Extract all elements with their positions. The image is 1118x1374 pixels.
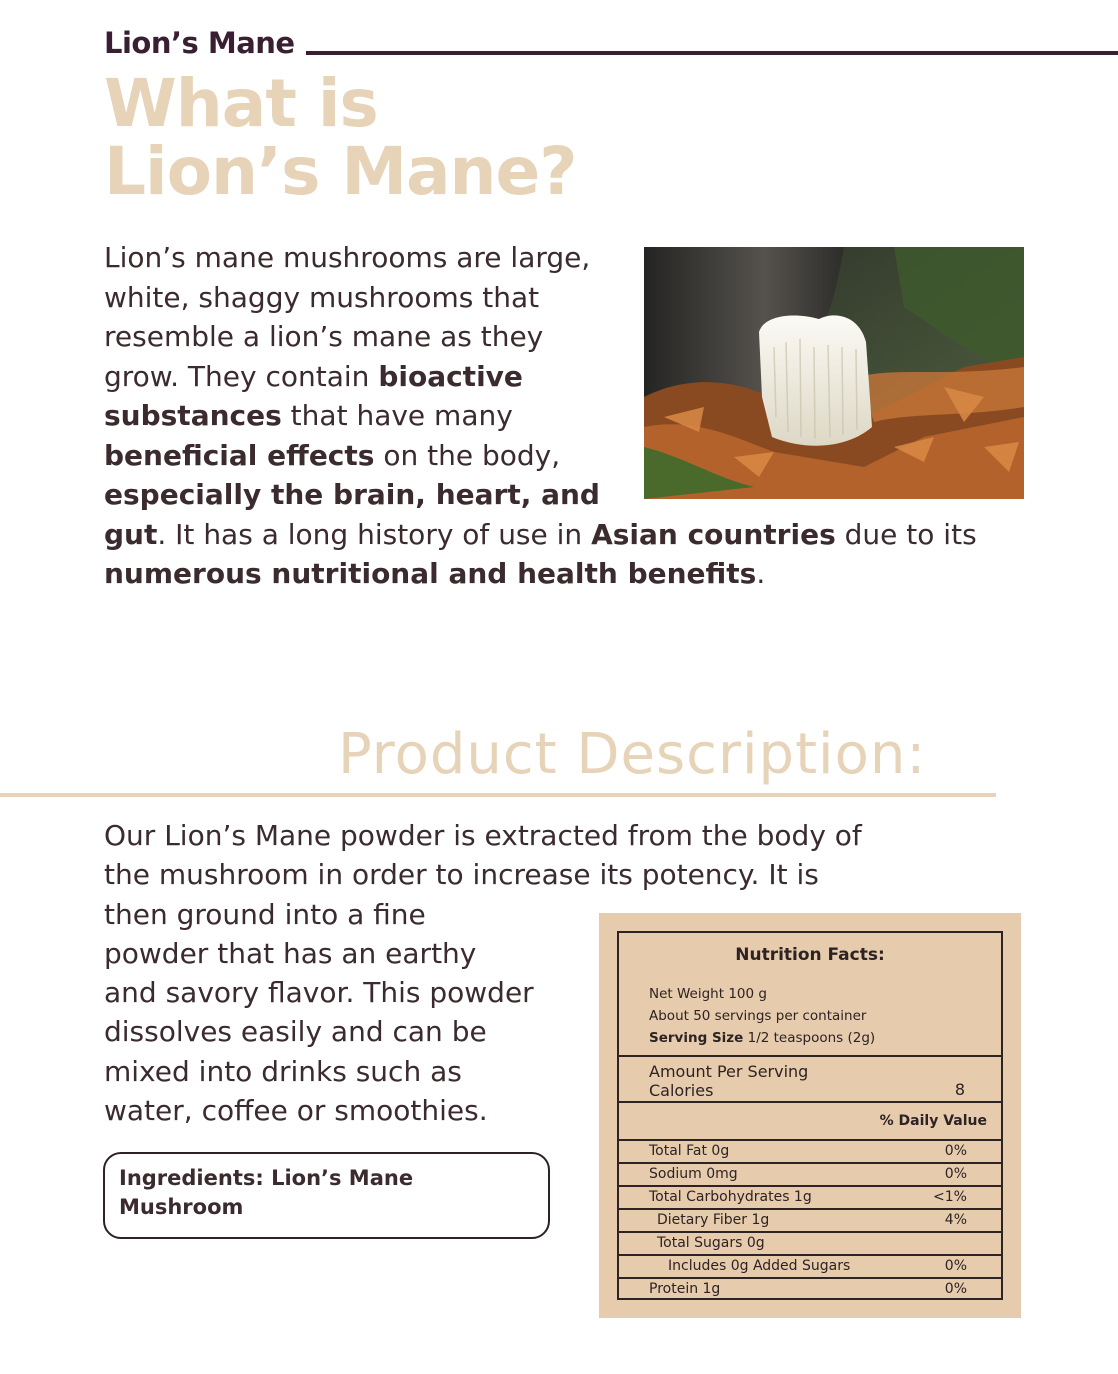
description-line: then ground into a fine (104, 897, 426, 931)
description-line: mixed into drinks such as (104, 1054, 462, 1088)
nutrition-facts-label (617, 931, 1003, 1300)
nutrient-label: Total Carbohydrates 1g (649, 1189, 812, 1205)
intro-bold-2: beneficial effects (104, 438, 375, 472)
nutrient-value: 4% (944, 1212, 967, 1228)
nutrient-value: <1% (933, 1189, 967, 1205)
intro-bold-4: Asian countries (591, 517, 836, 551)
calories-value: 8 (954, 1080, 965, 1099)
ingredients-line-2: Mushroom (119, 1195, 244, 1219)
intro-bold-5: numerous nutritional and health benefits (104, 557, 757, 590)
nutrient-row (619, 1185, 1001, 1208)
nutrition-facts-panel (599, 913, 1021, 1318)
product-description-heading: Product Description: (338, 722, 927, 787)
nutrient-row (619, 1277, 1001, 1300)
nutrient-row (619, 1208, 1001, 1231)
page-title-line-1: What is (104, 65, 378, 142)
nutrient-value: 0% (944, 1166, 967, 1182)
product-description-divider (0, 793, 996, 797)
net-weight: Net Weight 100 g (649, 986, 767, 1002)
nutrition-facts-title: Nutrition Facts: (735, 945, 885, 965)
intro-text-6: . (756, 557, 766, 590)
description-line: water, coffee or smoothies. (104, 1094, 488, 1128)
lions-mane-mushroom-photo (644, 247, 1024, 499)
page-title (104, 65, 577, 210)
intro-text-1: Lion’s mane mushrooms are large, white, shaggy mushrooms that resemble a lion’s mane as they grow. They contain (104, 241, 591, 393)
intro-text-2: that have many (281, 399, 513, 432)
amount-per-serving (649, 1062, 808, 1100)
intro-bold-1: bioactive substances (104, 359, 523, 432)
description-line: and savory flavor. This powder (104, 976, 534, 1010)
nutrient-label: Dietary Fiber 1g (657, 1212, 770, 1228)
page-title-line-2: Lion’s Mane? (104, 133, 577, 210)
nutrient-label: Protein 1g (649, 1281, 721, 1297)
calories-label: Calories (649, 1081, 714, 1100)
nutrition-divider (619, 1101, 1001, 1103)
daily-value-header: % Daily Value (879, 1113, 987, 1129)
nutrient-label: Includes 0g Added Sugars (668, 1258, 851, 1274)
nutrition-divider (619, 1055, 1001, 1057)
description-line: Our Lion’s Mane powder is extracted from the body of (104, 819, 862, 852)
ingredients-box (103, 1152, 550, 1239)
ingredients-line-1: Ingredients: Lion’s Mane (119, 1166, 414, 1190)
description-line: dissolves easily and can be (104, 1015, 487, 1049)
description-line: the mushroom in order to increase its potency. It is (104, 858, 819, 892)
nutrient-label: Sodium 0mg (649, 1166, 738, 1182)
servings-per-container: About 50 servings per container (649, 1008, 867, 1024)
nutrient-value: 0% (944, 1143, 967, 1159)
intro-bold-3: especially the brain, heart, and gut (104, 478, 600, 551)
brand-divider (306, 51, 1118, 55)
nutrient-row (619, 1139, 1001, 1162)
nutrient-value: 0% (944, 1258, 967, 1274)
brand-label: Lion’s Mane (104, 26, 295, 60)
serving-size-label: Serving Size (649, 1030, 744, 1046)
amount-per-serving-label: Amount Per Serving (649, 1062, 809, 1081)
intro-paragraph (104, 238, 1024, 594)
description-line: powder that has an earthy (104, 936, 477, 970)
intro-text-5: due to its (835, 517, 977, 551)
nutrient-row (619, 1162, 1001, 1185)
nutrient-label: Total Fat 0g (649, 1143, 730, 1159)
nutrient-value: 0% (944, 1281, 967, 1297)
serving-size-value: 1/2 teaspoons (2g) (743, 1030, 876, 1046)
nutrient-row (619, 1231, 1001, 1254)
nutrient-row (619, 1254, 1001, 1277)
serving-size (649, 1030, 875, 1046)
nutrient-label: Total Sugars 0g (657, 1235, 765, 1251)
intro-text-3: on the body, (374, 438, 561, 472)
intro-text-4: . It has a long history of use in (157, 517, 592, 551)
